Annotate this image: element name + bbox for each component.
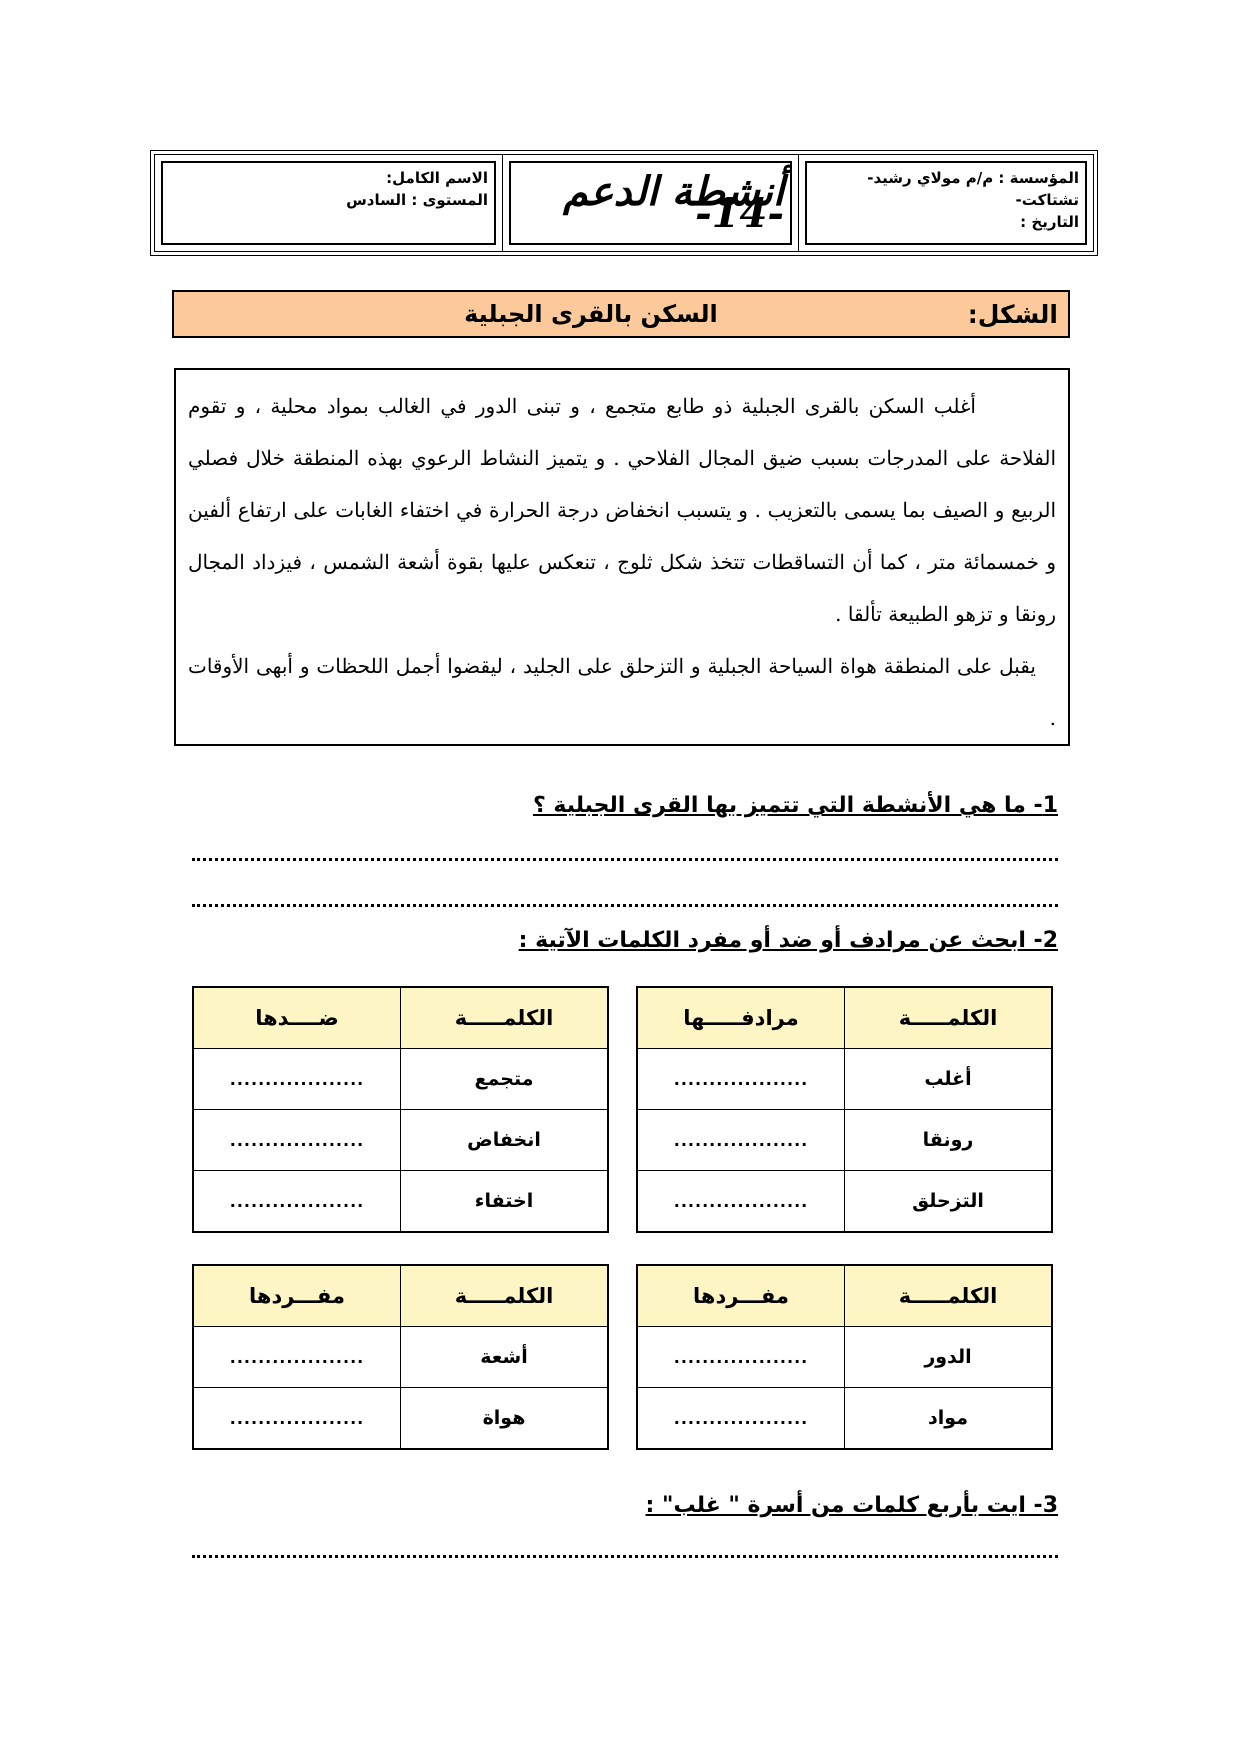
table-cell-answer[interactable]: ...................: [637, 1171, 845, 1233]
table-row: [193, 1388, 608, 1450]
table-header-row: [637, 987, 1052, 1049]
table-cell-word: التزحلق: [845, 1171, 1053, 1233]
date-label: التاريخ :: [1020, 213, 1079, 231]
table-cell-answer[interactable]: ...................: [637, 1388, 845, 1450]
table-header-row: [193, 1265, 608, 1327]
header-frame: [150, 150, 1098, 256]
table-header-synonym: مرادفـــــها: [637, 987, 845, 1049]
header-student-cell: [155, 155, 502, 251]
question-1: 1- ما هي الأنشطة التي تتميز بها القرى الجبلية ؟: [532, 793, 1058, 818]
table-cell-answer[interactable]: ...................: [193, 1327, 401, 1388]
antonyms-table: [192, 986, 609, 1233]
table-header-row: [637, 1265, 1052, 1327]
passage-paragraph-1: أغلب السكن بالقرى الجبلية ذو طابع متجمع ، و تبنى الدور في الغالب بمواد محلية ، و تقوم الفلاحة على المدرجات بسبب ضيق المجال الفلاحي . و يتميز النشاط الرعوي بهذه المنطقة خلال فصلي الربيع و الصيف بما يسمى بالتعزيب . و يتسبب انخفاض درجة الحرارة في اختفاء الغابات على ارتفاع ألفين و خمسمائة متر ، كما أن التساقطات تتخذ شكل ثلوج ، تنعكس عليها بقوة أشعة الشمس ، فيزداد المجال رونقا و تزهو الطبيعة تألقا .: [188, 394, 1056, 626]
table-cell-word: اختفاء: [401, 1171, 609, 1233]
table-cell-answer[interactable]: ...................: [637, 1049, 845, 1110]
table-row: [193, 1049, 608, 1110]
question-3: 3- ايت بأربع كلمات من أسرة " غلب" :: [645, 1493, 1058, 1518]
table-cell-word: رونقا: [845, 1110, 1053, 1171]
institution-label: المؤسسة : م/م مولاي رشيد-تشتاكت-: [867, 169, 1079, 209]
question-2: 2- ابحث عن مرادف أو ضد أو مفرد الكلمات الآتية :: [518, 928, 1058, 953]
table-cell-word: متجمع: [401, 1049, 609, 1110]
page-title: أنشطة الدعم -14-: [563, 168, 784, 237]
header-info-box: [805, 161, 1087, 245]
header-student-box: [161, 161, 496, 245]
table-cell-answer[interactable]: ...................: [637, 1327, 845, 1388]
table-cell-word: هواة: [401, 1388, 609, 1450]
table-cell-word: انخفاض: [401, 1110, 609, 1171]
singulars-table-left: [192, 1264, 609, 1450]
name-label: الاسم الكامل:: [386, 169, 488, 187]
table-cell-word: الدور: [845, 1327, 1053, 1388]
table-header-word: الكلمـــــة: [401, 1265, 609, 1327]
level-label: المستوى : السادس: [346, 191, 488, 209]
section-label: الشكل:: [967, 299, 1058, 329]
header-title-box: [509, 161, 792, 245]
table-row: [193, 1110, 608, 1171]
answer-line-1[interactable]: [192, 858, 1058, 861]
table-cell-answer[interactable]: ...................: [637, 1110, 845, 1171]
header-title-cell: [502, 155, 798, 251]
section-title: السكن بالقرى الجبلية: [464, 300, 718, 328]
table-row: [637, 1327, 1052, 1388]
table-row: [193, 1327, 608, 1388]
table-header-singular: مفـــردها: [637, 1265, 845, 1327]
table-cell-answer[interactable]: ...................: [193, 1110, 401, 1171]
table-row: [637, 1110, 1052, 1171]
table-header-antonym: ضــــدها: [193, 987, 401, 1049]
table-row: [637, 1049, 1052, 1110]
table-header-row: [193, 987, 608, 1049]
header-inner-frame: [154, 154, 1094, 252]
table-header-singular: مفـــردها: [193, 1265, 401, 1327]
table-cell-answer[interactable]: ...................: [193, 1388, 401, 1450]
singulars-table-right: [636, 1264, 1053, 1450]
table-cell-answer[interactable]: ...................: [193, 1171, 401, 1233]
table-header-word: الكلمـــــة: [845, 987, 1053, 1049]
table-cell-answer[interactable]: ...................: [193, 1049, 401, 1110]
synonyms-table: [636, 986, 1053, 1233]
table-cell-word: مواد: [845, 1388, 1053, 1450]
table-cell-word: أشعة: [401, 1327, 609, 1388]
table-header-word: الكلمـــــة: [401, 987, 609, 1049]
table-row: [637, 1171, 1052, 1233]
table-cell-word: أغلب: [845, 1049, 1053, 1110]
passage-paragraph-2: يقبل على المنطقة هواة السياحة الجبلية و التزحلق على الجليد ، ليقضوا أجمل اللحظات و أبهى الأوقات .: [188, 654, 1056, 730]
answer-line-3[interactable]: [192, 1555, 1058, 1558]
answer-line-2[interactable]: [192, 904, 1058, 907]
table-row: [637, 1388, 1052, 1450]
table-row: [193, 1171, 608, 1233]
header-info-cell: [798, 155, 1093, 251]
section-bar: [172, 290, 1070, 338]
reading-passage: [174, 368, 1070, 746]
table-header-word: الكلمـــــة: [845, 1265, 1053, 1327]
